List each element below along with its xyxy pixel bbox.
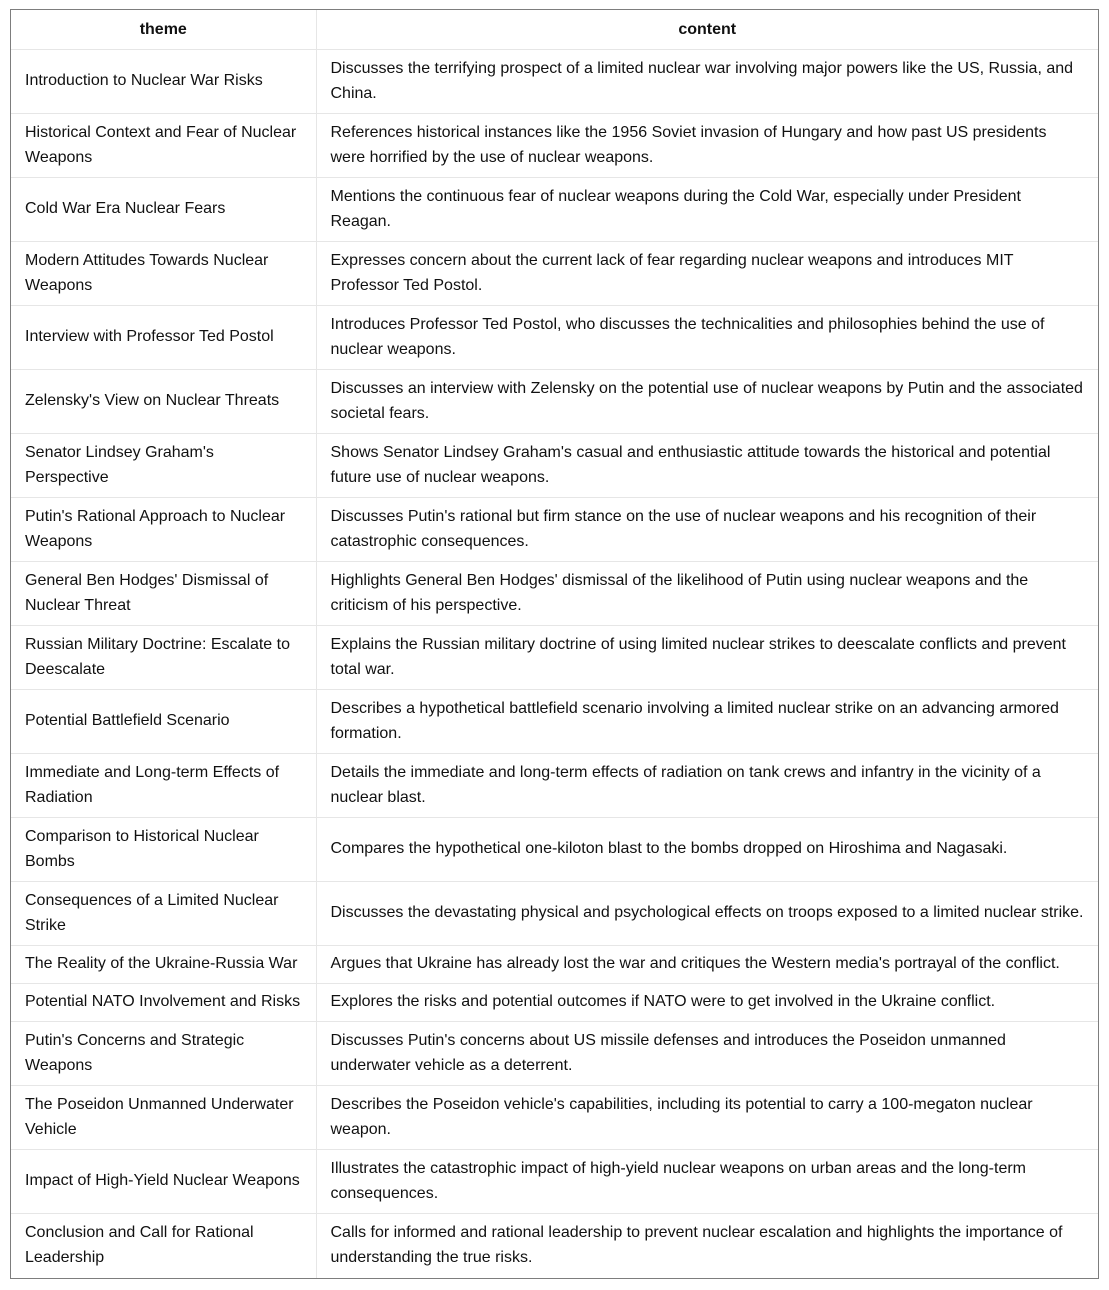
theme-cell: Comparison to Historical Nuclear Bombs xyxy=(11,818,316,882)
content-cell: Calls for informed and rational leadership to prevent nuclear escalation and highlights the importance of understanding the true risks. xyxy=(330,1223,1063,1267)
theme-cell: Potential Battlefield Scenario xyxy=(11,690,316,754)
theme-cell: Introduction to Nuclear War Risks xyxy=(11,50,316,114)
table-row xyxy=(11,754,1098,818)
content-cell: Explains the Russian military doctrine of using limited nuclear strikes to deescalate conflicts and prevent total war. xyxy=(316,626,1098,690)
table-row xyxy=(11,818,1098,882)
content-cell: References historical instances like the 1956 Soviet invasion of Hungary and how past US presidents were horrified by the use of nuclear weapons. xyxy=(316,114,1098,178)
content-cell: Describes a hypothetical battlefield scenario involving a limited nuclear strike on an advancing armored formation. xyxy=(316,690,1098,754)
content-cell: Argues that Ukraine has already lost the war and critiques the Western media's portrayal of the conflict. xyxy=(316,946,1098,984)
table-row xyxy=(11,50,1098,114)
theme-cell: Putin's Rational Approach to Nuclear Weapons xyxy=(11,498,316,562)
theme-cell: Impact of High-Yield Nuclear Weapons xyxy=(11,1150,316,1214)
table-row xyxy=(11,1022,1098,1086)
table-header-row xyxy=(11,10,1098,50)
content-cell: Discusses the terrifying prospect of a limited nuclear war involving major powers like the US, Russia, and China. xyxy=(316,50,1098,114)
table-row xyxy=(11,562,1098,626)
theme-cell: Consequences of a Limited Nuclear Strike xyxy=(11,882,316,946)
table-row xyxy=(11,242,1098,306)
theme-cell: Russian Military Doctrine: Escalate to Deescalate xyxy=(11,626,316,690)
content-cell: Introduces Professor Ted Postol, who discusses the technicalities and philosophies behind the use of nuclear weapons. xyxy=(316,306,1098,370)
theme-cell: Senator Lindsey Graham's Perspective xyxy=(11,434,316,498)
table-row xyxy=(11,1086,1098,1150)
themes-table-container xyxy=(10,9,1099,1279)
theme-cell: Zelensky's View on Nuclear Threats xyxy=(11,370,316,434)
content-cell: Mentions the continuous fear of nuclear weapons during the Cold War, especially under President Reagan. xyxy=(316,178,1098,242)
content-cell: Expresses concern about the current lack of fear regarding nuclear weapons and introduces MIT Professor Ted Postol. xyxy=(316,242,1098,306)
theme-cell: Conclusion and Call for Rational Leadership xyxy=(11,1214,316,1278)
column-header-content: content xyxy=(316,10,1098,50)
content-cell: Discusses Putin's rational but firm stance on the use of nuclear weapons and his recognition of their catastrophic consequences. xyxy=(316,498,1098,562)
theme-cell: Interview with Professor Ted Postol xyxy=(11,306,316,370)
table-row xyxy=(11,434,1098,498)
content-cell: Describes the Poseidon vehicle's capabilities, including its potential to carry a 100-megaton nuclear weapon. xyxy=(316,1086,1098,1150)
table-row xyxy=(11,370,1098,434)
theme-cell: The Reality of the Ukraine-Russia War xyxy=(11,946,316,984)
table-row xyxy=(11,690,1098,754)
table-row xyxy=(11,882,1098,946)
content-cell: Explores the risks and potential outcomes if NATO were to get involved in the Ukraine conflict. xyxy=(316,984,1098,1022)
table-row xyxy=(11,946,1098,984)
table-row xyxy=(11,306,1098,370)
table-row xyxy=(11,178,1098,242)
themes-table xyxy=(11,10,1098,1278)
theme-cell: Potential NATO Involvement and Risks xyxy=(11,984,316,1022)
theme-cell: Historical Context and Fear of Nuclear Weapons xyxy=(11,114,316,178)
table-row xyxy=(11,498,1098,562)
table-row xyxy=(11,626,1098,690)
table-body xyxy=(11,50,1098,1278)
content-cell: Discusses the devastating physical and psychological effects on troops exposed to a limited nuclear strike. xyxy=(316,882,1098,946)
table-row xyxy=(11,1150,1098,1214)
theme-cell: Cold War Era Nuclear Fears xyxy=(11,178,316,242)
column-header-theme: theme xyxy=(11,10,316,50)
theme-cell: Modern Attitudes Towards Nuclear Weapons xyxy=(11,242,316,306)
theme-cell: Putin's Concerns and Strategic Weapons xyxy=(11,1022,316,1086)
content-cell: Shows Senator Lindsey Graham's casual and enthusiastic attitude towards the historical and potential future use of nuclear weapons. xyxy=(316,434,1098,498)
table-row xyxy=(11,1214,1098,1278)
table-row xyxy=(11,114,1098,178)
theme-cell: General Ben Hodges' Dismissal of Nuclear Threat xyxy=(11,562,316,626)
content-cell: Details the immediate and long-term effects of radiation on tank crews and infantry in the vicinity of a nuclear blast. xyxy=(316,754,1098,818)
content-cell: Illustrates the catastrophic impact of high-yield nuclear weapons on urban areas and the long-term consequences. xyxy=(316,1150,1098,1214)
content-cell: Compares the hypothetical one-kiloton blast to the bombs dropped on Hiroshima and Nagasaki. xyxy=(316,818,1098,882)
theme-cell: Immediate and Long-term Effects of Radiation xyxy=(11,754,316,818)
theme-cell: The Poseidon Unmanned Underwater Vehicle xyxy=(11,1086,316,1150)
content-cell: Discusses an interview with Zelensky on the potential use of nuclear weapons by Putin and the associated societal fears. xyxy=(316,370,1098,434)
table-row xyxy=(11,984,1098,1022)
content-cell: Discusses Putin's concerns about US missile defenses and introduces the Poseidon unmanned underwater vehicle as a deterrent. xyxy=(316,1022,1098,1086)
content-cell: Highlights General Ben Hodges' dismissal of the likelihood of Putin using nuclear weapons and the criticism of his perspective. xyxy=(316,562,1098,626)
